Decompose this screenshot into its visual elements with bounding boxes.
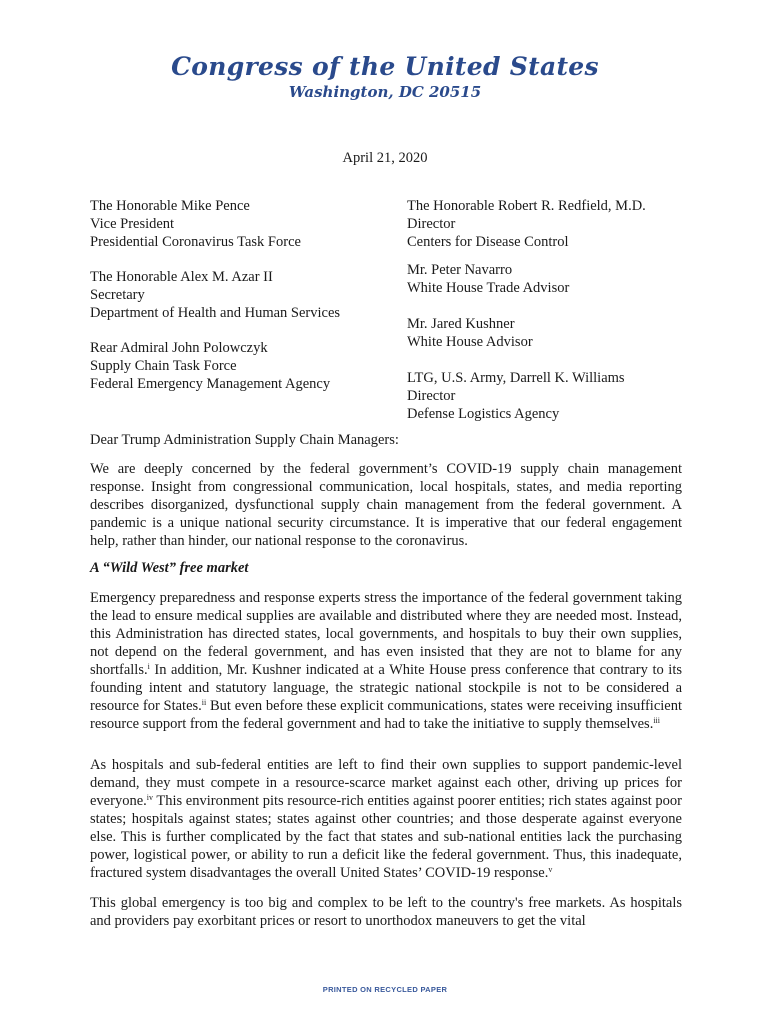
recipient-line: White House Advisor — [407, 334, 533, 350]
recipient-line: The Honorable Robert R. Redfield, M.D. — [407, 198, 646, 214]
recipients-right — [407, 197, 646, 423]
recipients-left — [90, 197, 340, 393]
recipient-line: The Honorable Mike Pence — [90, 198, 250, 214]
recipient-pence — [90, 197, 340, 251]
recipient-line: Secretary — [90, 287, 145, 303]
footnote-ref: iii — [653, 716, 660, 725]
recipient-line: Mr. Jared Kushner — [407, 316, 515, 332]
recipient-navarro — [407, 261, 646, 297]
footnote-ref: ii — [201, 698, 207, 707]
letterhead-title: Congress of the United States — [171, 52, 599, 81]
recipient-kushner — [407, 315, 646, 351]
recipient-line: Director — [407, 388, 456, 404]
recipient-line: Department of Health and Human Services — [90, 305, 341, 321]
paragraph-2-text: But even before these explicit communications, states were receiving insufficient resource support from the federal government and had to take the initiative to supply themselves. — [90, 698, 683, 732]
recipient-line: Director — [407, 216, 456, 232]
paragraph-3-text: This environment pits resource-rich entities against poorer entities; rich states against poor states; hospitals against states; states against other countries; and those desperate against everyone else. This is further complicated by the fact that states and sub-national entities lack the purchasing power, logistical power, or ability to run a deficit like the federal government. Thus, this inadequate, fractured system disadvantages the overall United States’ COVID-19 response. — [90, 793, 682, 881]
letterhead-subtitle: Washington, DC 20515 — [288, 83, 482, 101]
paragraph-1-text: We are deeply concerned by the federal government’s COVID-19 supply chain management response. Insight from congressional communication, local hospitals, states, and media reporting describes disorganized, dysfunctional supply chain management from the federal government. A pandemic is a unique national security circumstance. It is imperative that our federal engagement help, rather than hinder, our national response to the coronavirus. — [90, 461, 682, 549]
recipient-line: Presidential Coronavirus Task Force — [90, 234, 301, 250]
paragraph-4-text: This global emergency is too big and complex to be left to the country's free markets. As hospitals and providers pay exorbitant prices or resort to unorthodox maneuvers to get the vital — [90, 895, 682, 929]
paragraph-2-text: In addition, Mr. Kushner indicated at a White House press conference that contrary to its founding intent and statutory language, the strategic national stockpile is not to be considered a resource for States. — [90, 662, 682, 714]
recipient-line: Defense Logistics Agency — [407, 406, 560, 422]
paragraph-2 — [90, 589, 682, 733]
recipient-line: White House Trade Advisor — [407, 280, 570, 296]
recipient-line: Federal Emergency Management Agency — [90, 376, 331, 392]
recipient-azar — [90, 268, 340, 322]
paragraph-3-text: As hospitals and sub-federal entities are left to find their own supplies to support pandemic-level demand, they must compete in a resource-scarce market against each other, driving up prices for everyone. — [90, 757, 682, 809]
recipient-line: Rear Admiral John Polowczyk — [90, 340, 268, 356]
paragraph-1 — [90, 460, 682, 550]
footnote-ref: i — [147, 662, 150, 671]
letter-date: April 21, 2020 — [342, 150, 428, 166]
paragraph-2-text: Emergency preparedness and response experts stress the importance of the federal government taking the lead to ensure medical supplies are available and distributed where they are needed most. Instead, this Administration has directed states, local governments, and hospitals to buy their own supplies, not depend on the federal government, and has even insisted that they are not to blame for any shortfalls. — [90, 590, 682, 678]
footnote-ref: iv — [146, 793, 153, 802]
recipient-polowczyk — [90, 339, 340, 393]
recipient-line: Vice President — [90, 216, 175, 232]
recipient-line: LTG, U.S. Army, Darrell K. Williams — [407, 370, 625, 386]
recipient-williams — [407, 369, 646, 423]
section-heading: A “Wild West” free market — [90, 560, 249, 576]
recipient-line: Mr. Peter Navarro — [407, 262, 513, 278]
paragraph-4 — [90, 894, 682, 930]
recipient-redfield — [407, 197, 646, 251]
recipient-line: Centers for Disease Control — [407, 234, 569, 250]
salutation: Dear Trump Administration Supply Chain Managers: — [90, 432, 399, 448]
recipient-line: The Honorable Alex M. Azar II — [90, 269, 273, 285]
paragraph-3 — [90, 756, 682, 882]
footnote-ref: v — [548, 865, 553, 874]
recipient-line: Supply Chain Task Force — [90, 358, 237, 374]
recycled-paper-footer: PRINTED ON RECYCLED PAPER — [322, 985, 448, 994]
